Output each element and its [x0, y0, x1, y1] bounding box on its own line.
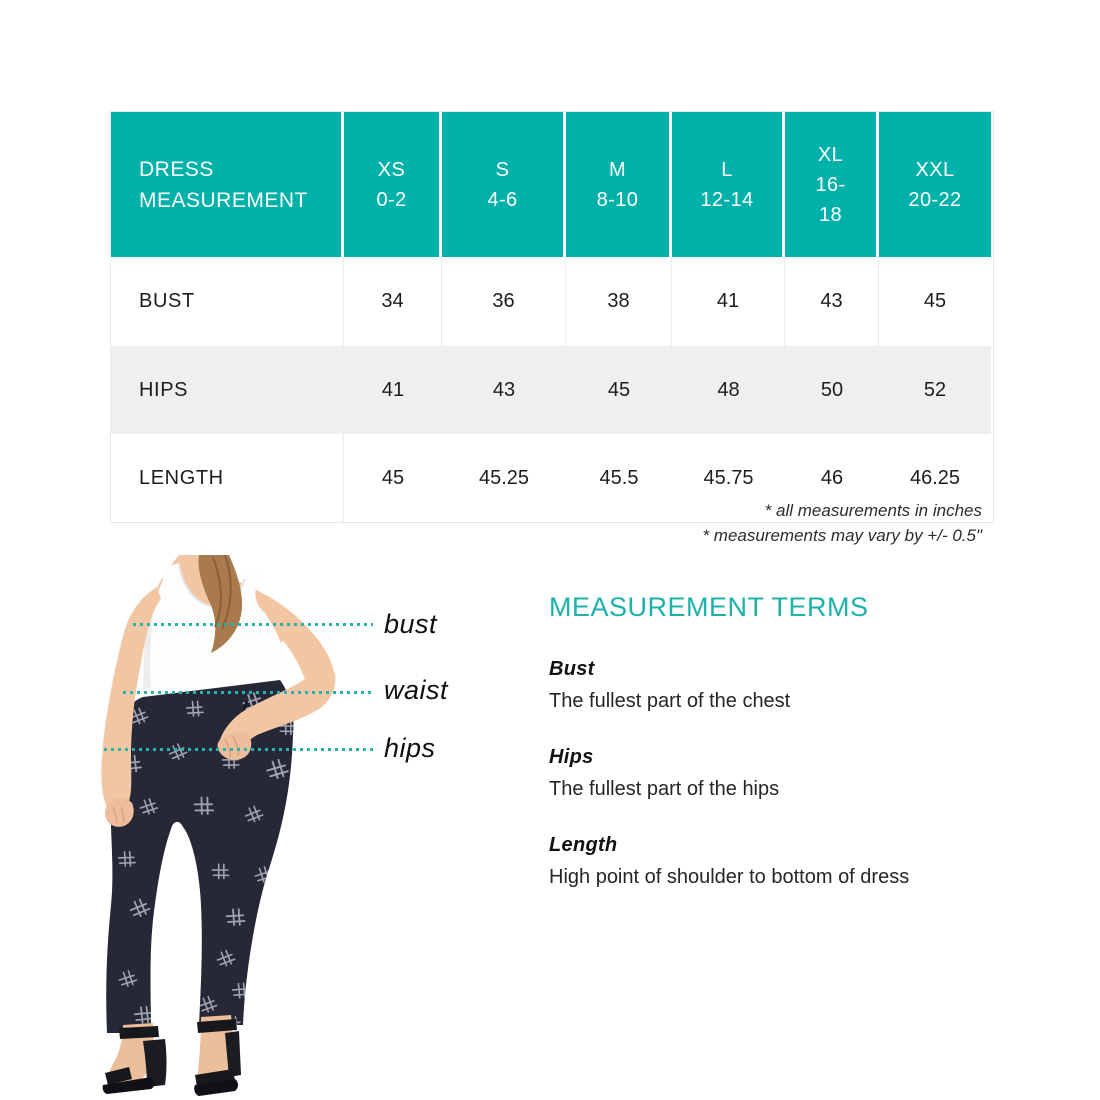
measurement-terms-section: [549, 592, 979, 920]
column-header-l: [672, 112, 785, 257]
term-bust: Bust: [549, 658, 595, 680]
row-label-length: LENGTH: [111, 434, 344, 522]
table-cell-bust-m: 38: [566, 257, 672, 346]
table-cell-hips-s: 43: [442, 346, 566, 434]
table-cell-hips-l: 48: [672, 346, 785, 434]
size-range: 8-10: [596, 188, 639, 211]
table-cell-length-xxl: 46.25: [909, 466, 961, 489]
bust-measurement-line: [133, 623, 373, 626]
waist-measurement-line: [123, 691, 373, 694]
table-cell-length-xs: 45: [381, 466, 405, 489]
table-cell-hips-xs: 41: [344, 346, 442, 434]
table-cell-bust-xl: 43: [785, 257, 879, 346]
size-range: 4-6: [487, 188, 518, 211]
footnote-units: * all measurements in inches: [764, 501, 982, 520]
size-range: 16-18: [815, 173, 846, 226]
term-bust-definition: The fullest part of the chest: [549, 690, 791, 712]
size-range: 12-14: [700, 188, 754, 211]
table-cell-hips-m: 45: [566, 346, 672, 434]
column-header-m: [566, 112, 672, 257]
table-cell-hips-xl: 50: [785, 346, 879, 434]
term-hips-definition: The fullest part of the hips: [549, 778, 780, 800]
table-header-title-label: DRESS MEASUREMENT: [139, 157, 308, 212]
column-header-s: [442, 112, 566, 257]
size-label: XXL: [915, 158, 955, 181]
model-photo: [95, 555, 380, 1100]
column-header-xs: [344, 112, 442, 257]
table-cell-length-s: 45.25: [478, 466, 530, 489]
hips-line-label: hips: [384, 733, 436, 763]
size-chart-table: [110, 111, 994, 523]
table-header-title: [111, 112, 344, 257]
table-cell-bust-xxl: 45: [923, 290, 947, 312]
model-illustration: [95, 555, 380, 1100]
hips-measurement-line: [104, 748, 373, 751]
size-label: M: [608, 158, 627, 181]
size-range: 0-2: [376, 188, 407, 211]
footnote-tolerance: * measurements may vary by +/- 0.5": [702, 526, 982, 545]
column-header-xl: [785, 112, 879, 257]
table-cell-bust-xs: 34: [344, 257, 442, 346]
term-length-definition: High point of shoulder to bottom of dress: [549, 866, 910, 888]
table-cell-length-l: 45.75: [703, 466, 754, 489]
table-cell-bust-s: 36: [442, 257, 566, 346]
table-cell-bust-l: 41: [672, 257, 785, 346]
size-range: 20-22: [908, 188, 962, 211]
term-hips: Hips: [549, 746, 594, 768]
row-label-hips: HIPS: [111, 346, 344, 434]
bust-line-label: bust: [384, 609, 438, 639]
waist-line-label: waist: [384, 675, 449, 705]
term-length: Length: [549, 834, 618, 856]
measurement-terms-title: MEASUREMENT TERMS: [549, 592, 869, 622]
column-header-xxl: [879, 112, 991, 257]
size-label: S: [495, 158, 510, 181]
table-cell-length-xl: 46: [820, 466, 844, 489]
size-label: L: [721, 158, 733, 181]
row-label-bust: BUST: [111, 257, 344, 346]
size-label: XS: [377, 158, 406, 181]
size-label: XL: [817, 143, 844, 166]
table-cell-hips-xxl: 52: [879, 346, 991, 434]
table-cell-length-m: 45.5: [599, 466, 639, 489]
